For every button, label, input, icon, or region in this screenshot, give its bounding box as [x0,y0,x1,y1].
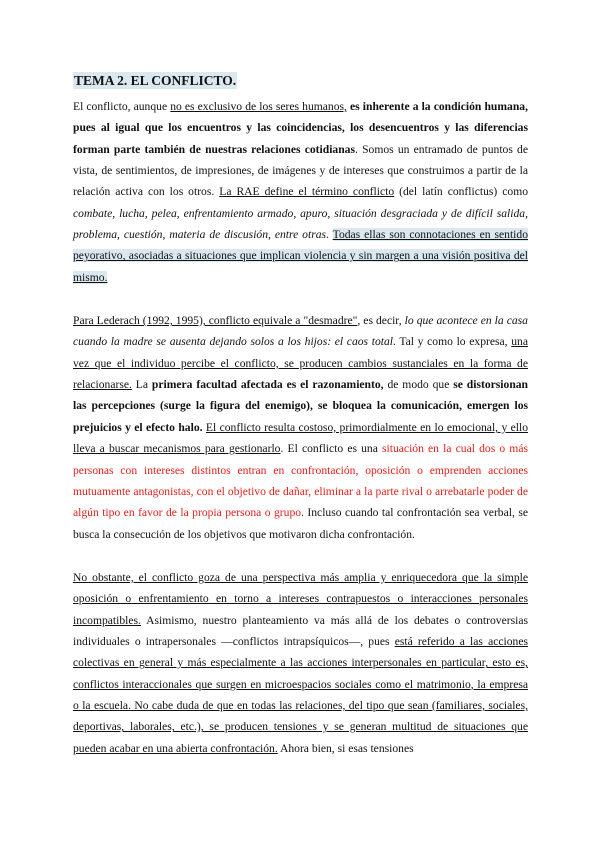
text-span: (del latín conflictus) como [394,185,529,199]
page-title: TEMA 2. EL CONFLICTO. [74,73,237,88]
text-span: . El conflicto es una [280,442,383,456]
underlined-span: Para Lederach (1992, 1995), conflicto equivale a "desmadre" [73,314,358,328]
underlined-span: La RAE define el término conflicto [219,185,395,199]
text-span: El conflicto, aunque [73,100,171,113]
text-span: Ahora bien, si esas tensiones [277,741,414,755]
bold-span: es inherente a la condición humana, pues al igual que los encuentros y las coincidencias, los desencuentros y las diferencias forman parte también de nuestras relaciones cotidianas [73,100,528,156]
paragraph-1 [73,96,528,288]
document-page [73,72,528,759]
italic-span: combate, lucha, pelea, enfrentamiento armado, apuro, situación desgraciada y de difícil salida, problema, cuestión, materia de discusión, entre otras [73,206,528,242]
paragraph-3 [73,567,528,759]
bold-span: se distorsionan las percepciones (surge la figura del enemigo), se bloquea la comunicación, emergen los prejuicios y el efecto halo. [73,378,529,434]
text-span: La [131,378,152,392]
underlined-span: No obstante, el conflicto goza de una perspectiva más amplia y enriquecedora que la simple oposición o enfrentamiento en torno a intereses contrapuestos o interacciones personales incompatibles. [73,570,528,627]
bold-span: primera facultad afectada es el razonamiento, [151,378,384,392]
underlined-span: está referido a las acciones colectivas en general y más especialmente a las acciones interpersonales en particular, esto es, conflictos interaccionales que surgen en microespacios sociales como el matrimonio, la empresa o la escuela. No cabe duda de que en todas las relaciones, del tipo que sean (familiares, sociales, deportivas, laborales, etc.), se producen tensiones y se generan multitud de situaciones que pueden acabar en una abierta confrontación. [73,634,529,755]
text-span: Asimismo, nuestro planteamiento va más allá de los debates o controversias individuales o intrapersonales —conflictos intrapsíquicos—, pues [73,613,528,648]
paragraph-2 [73,310,528,545]
text-span: . Incluso cuando tal confrontación sea verbal, se busca la consecución de los objetivos que motivaron dicha confrontación. [73,506,528,541]
red-span: situación en la cual dos o más personas con intereses distintos entran en confrontación, oposición o emprenden acciones mutuamente antagonistas, con el objetivo de dañar, eliminar a la parte rival o arrebatarle poder de algún tipo en favor de la propia persona o grupo [73,442,528,520]
highlighted-span: Todas ellas son connotaciones en sentido peyorativo, asociadas a situaciones que implican violencia y sin margen a una visión positiva del mismo. [73,228,528,284]
text-span: . Somos un entramado de puntos de vista, de sentimientos, de impresiones, de imágenes y de intereses que construimos a partir de la relación activa con los otros. [73,142,528,199]
text-span: , es decir, [357,314,405,328]
text-span: de modo que [383,378,454,392]
italic-span: lo que acontece en la casa cuando la madre se ausenta dejando solos a los hijos: el caos total [73,314,528,349]
underlined-span: El conflicto resulta costoso, primordialmente en lo emocional, y ello lleva a buscar mecanismos para gestionarlo [73,420,528,456]
underlined-span: no es exclusivo de los seres humanos, [170,100,347,113]
text-span: . [326,228,333,242]
underlined-span: una vez que el individuo percibe el conflicto, se producen cambios sustanciales en la forma de relacionarse. [73,335,528,392]
text-span: . Tal y como lo expresa, [392,335,512,349]
